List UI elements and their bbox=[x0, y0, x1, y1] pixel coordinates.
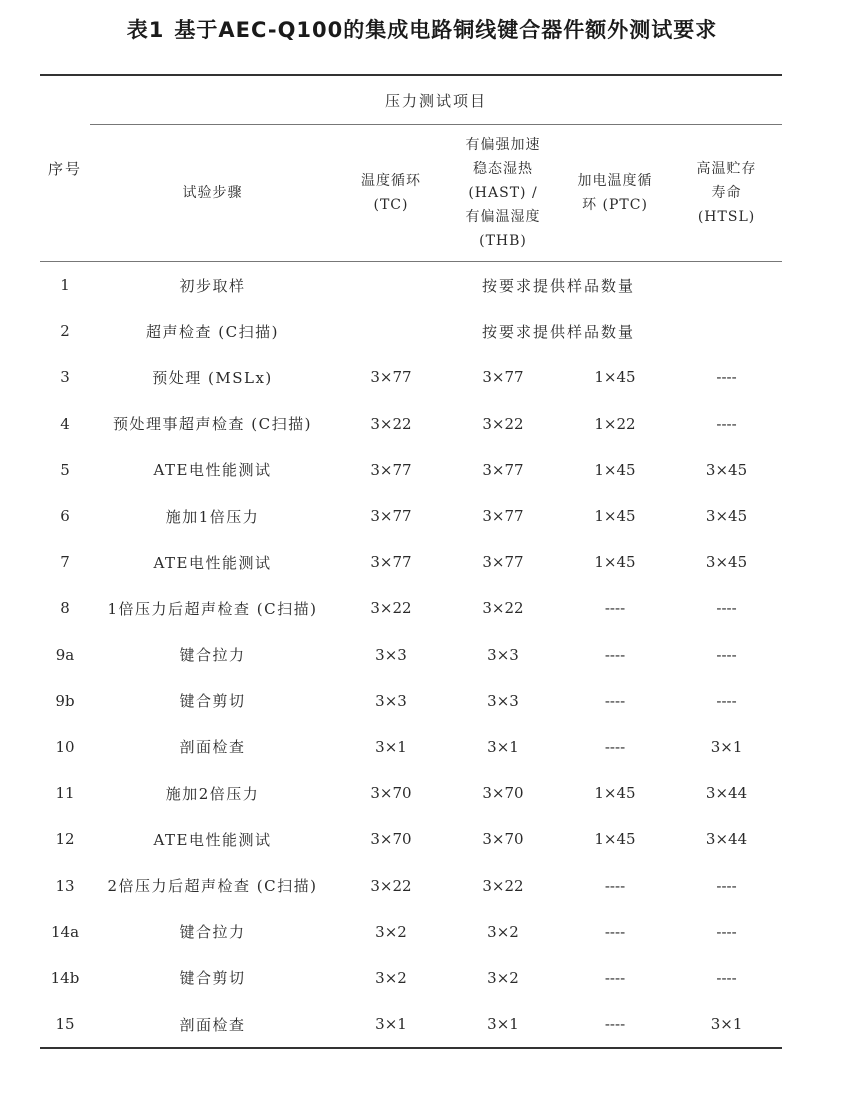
cell-hast: 3×22 bbox=[482, 414, 524, 433]
column-header-hast-line: 有偏强加速 bbox=[465, 137, 541, 153]
cell-seq: 12 bbox=[55, 830, 75, 849]
cell-ptc: 1×45 bbox=[594, 507, 636, 526]
table-row bbox=[40, 770, 782, 816]
cell-ptc: ---- bbox=[604, 645, 626, 664]
column-group-stress-tests: 压力测试项目 bbox=[90, 75, 782, 125]
cell-ptc: ---- bbox=[604, 1015, 626, 1034]
cell-seq: 2 bbox=[60, 322, 70, 341]
cell-sample-note: 按要求提供样品数量 bbox=[482, 276, 636, 295]
cell-step: 剖面检查 bbox=[179, 1015, 246, 1034]
cell-hast: 3×1 bbox=[487, 1015, 519, 1034]
cell-seq: 15 bbox=[55, 1015, 75, 1034]
cell-step: 施加1倍压力 bbox=[165, 507, 260, 526]
cell-sample-note: 按要求提供样品数量 bbox=[482, 322, 636, 341]
cell-seq: 1 bbox=[60, 276, 70, 295]
column-header-tc bbox=[335, 125, 447, 262]
header-row-group bbox=[40, 75, 782, 125]
cell-hast: 3×22 bbox=[482, 876, 524, 895]
cell-step: 键合拉力 bbox=[179, 923, 246, 942]
table-row bbox=[40, 447, 782, 493]
cell-step: 初步取样 bbox=[179, 276, 246, 295]
cell-tc: 3×70 bbox=[370, 784, 412, 803]
table-row bbox=[40, 862, 782, 908]
cell-ptc: ---- bbox=[604, 691, 626, 710]
table-row bbox=[40, 816, 782, 862]
cell-hast: 3×77 bbox=[482, 368, 524, 387]
table-row bbox=[40, 493, 782, 539]
cell-seq: 7 bbox=[60, 553, 70, 572]
cell-step: 键合剪切 bbox=[179, 969, 246, 988]
table-caption bbox=[0, 14, 844, 44]
cell-seq: 14a bbox=[50, 922, 80, 941]
cell-ptc: ---- bbox=[604, 968, 626, 987]
cell-seq: 8 bbox=[60, 599, 70, 618]
cell-tc: 3×77 bbox=[370, 368, 412, 387]
cell-tc: 3×1 bbox=[375, 737, 407, 756]
cell-hast: 3×77 bbox=[482, 553, 524, 572]
cell-tc: 3×3 bbox=[375, 645, 407, 664]
column-header-tc-line: 温度循环 bbox=[361, 173, 421, 189]
column-header-htsl bbox=[671, 125, 782, 262]
cell-seq: 5 bbox=[60, 460, 70, 479]
column-header-hast-line: 有偏温湿度 bbox=[465, 209, 541, 225]
cell-tc: 3×77 bbox=[370, 507, 412, 526]
cell-step: ATE电性能测试 bbox=[153, 830, 272, 849]
requirements-table bbox=[40, 74, 782, 1049]
cell-htsl: 3×45 bbox=[705, 553, 748, 572]
cell-step: 预处理 (MSLx) bbox=[152, 368, 273, 387]
cell-hast: 3×77 bbox=[482, 507, 524, 526]
cell-hast: 3×70 bbox=[482, 784, 524, 803]
cell-tc: 3×2 bbox=[375, 968, 407, 987]
cell-seq: 9b bbox=[55, 691, 75, 710]
table-row bbox=[40, 632, 782, 678]
table-row bbox=[40, 585, 782, 631]
cell-hast: 3×22 bbox=[482, 599, 524, 618]
cell-htsl: 3×45 bbox=[705, 460, 748, 479]
cell-htsl: ---- bbox=[716, 645, 737, 664]
cell-ptc: 1×45 bbox=[594, 460, 636, 479]
cell-step: 2倍压力后超声检查 (C扫描) bbox=[107, 877, 318, 896]
column-header-ptc-line: 环 (PTC) bbox=[582, 197, 648, 213]
table-body bbox=[40, 262, 782, 1049]
cell-hast: 3×2 bbox=[487, 968, 519, 987]
column-header-hast-line: (HAST) / bbox=[468, 185, 538, 201]
cell-htsl: 3×44 bbox=[705, 784, 748, 803]
cell-tc: 3×77 bbox=[370, 460, 412, 479]
column-header-seq: 序号 bbox=[40, 75, 90, 262]
cell-htsl: 3×1 bbox=[710, 1015, 743, 1034]
cell-hast: 3×70 bbox=[482, 830, 524, 849]
cell-seq: 4 bbox=[60, 414, 70, 433]
table-row bbox=[40, 678, 782, 724]
cell-tc: 3×22 bbox=[370, 599, 412, 618]
cell-ptc: 1×45 bbox=[594, 553, 636, 572]
cell-htsl: ---- bbox=[716, 414, 737, 433]
column-header-htsl-line: 寿命 bbox=[711, 185, 742, 201]
cell-seq: 3 bbox=[60, 368, 70, 387]
column-header-hast-line: 稳态湿热 bbox=[473, 161, 533, 177]
column-header-htsl-line: (HTSL) bbox=[697, 209, 756, 225]
cell-step: 键合拉力 bbox=[179, 646, 246, 665]
table-title: 基于AEC-Q100的集成电路铜线键合器件额外测试要求 bbox=[174, 18, 718, 42]
cell-step: 键合剪切 bbox=[179, 692, 246, 711]
cell-htsl: ---- bbox=[716, 599, 737, 618]
table-row bbox=[40, 401, 782, 447]
cell-hast: 3×1 bbox=[487, 737, 519, 756]
cell-ptc: 1×45 bbox=[594, 368, 636, 387]
cell-hast: 3×2 bbox=[487, 922, 519, 941]
cell-tc: 3×2 bbox=[375, 922, 407, 941]
cell-step: ATE电性能测试 bbox=[153, 461, 272, 480]
table-row bbox=[40, 1001, 782, 1048]
cell-hast: 3×3 bbox=[487, 645, 519, 664]
cell-hast: 3×77 bbox=[482, 460, 524, 479]
column-header-step: 试验步骤 bbox=[90, 125, 335, 262]
cell-seq: 9a bbox=[55, 645, 75, 664]
column-header-htsl-line: 高温贮存 bbox=[696, 161, 757, 177]
cell-htsl: 3×1 bbox=[710, 737, 743, 756]
cell-seq: 13 bbox=[55, 876, 75, 895]
cell-ptc: ---- bbox=[604, 599, 626, 618]
cell-seq: 14b bbox=[50, 968, 80, 987]
cell-tc: 3×1 bbox=[375, 1015, 407, 1034]
table-row bbox=[40, 909, 782, 955]
cell-step: 预处理事超声检查 (C扫描) bbox=[113, 415, 312, 434]
header-row-columns bbox=[40, 125, 782, 262]
cell-step: ATE电性能测试 bbox=[153, 553, 272, 572]
cell-tc: 3×3 bbox=[375, 691, 407, 710]
cell-htsl: 3×45 bbox=[705, 507, 748, 526]
cell-ptc: ---- bbox=[604, 737, 626, 756]
column-header-hast-line: (THB) bbox=[479, 233, 527, 249]
column-header-ptc-line: 加电温度循 bbox=[577, 173, 653, 189]
cell-htsl: ---- bbox=[716, 368, 737, 387]
cell-step: 超声检查 (C扫描) bbox=[146, 322, 279, 341]
cell-htsl: 3×44 bbox=[705, 830, 748, 849]
cell-tc: 3×70 bbox=[370, 830, 412, 849]
cell-seq: 6 bbox=[60, 507, 70, 526]
cell-htsl: ---- bbox=[716, 922, 737, 941]
cell-htsl: ---- bbox=[716, 691, 737, 710]
cell-hast: 3×3 bbox=[487, 691, 519, 710]
cell-ptc: 1×45 bbox=[594, 784, 636, 803]
column-header-hast bbox=[447, 125, 559, 262]
cell-htsl: ---- bbox=[716, 968, 737, 987]
cell-ptc: 1×45 bbox=[594, 830, 636, 849]
cell-tc: 3×77 bbox=[370, 553, 412, 572]
cell-ptc: 1×22 bbox=[594, 414, 636, 433]
table-row bbox=[40, 308, 782, 354]
table-row bbox=[40, 354, 782, 400]
cell-ptc: ---- bbox=[604, 876, 626, 895]
table-row bbox=[40, 724, 782, 770]
cell-seq: 10 bbox=[55, 737, 75, 756]
table-row bbox=[40, 955, 782, 1001]
cell-step: 1倍压力后超声检查 (C扫描) bbox=[107, 599, 318, 618]
column-header-tc-line: (TC) bbox=[373, 197, 409, 213]
table-row bbox=[40, 262, 782, 309]
cell-step: 施加2倍压力 bbox=[165, 784, 260, 803]
cell-seq: 11 bbox=[55, 784, 75, 803]
cell-tc: 3×22 bbox=[370, 414, 412, 433]
cell-ptc: ---- bbox=[604, 922, 626, 941]
table-row bbox=[40, 539, 782, 585]
cell-htsl: ---- bbox=[716, 876, 737, 895]
cell-tc: 3×22 bbox=[370, 876, 412, 895]
table-number: 表1 bbox=[126, 18, 165, 42]
cell-step: 剖面检查 bbox=[179, 738, 246, 757]
column-header-ptc bbox=[559, 125, 671, 262]
